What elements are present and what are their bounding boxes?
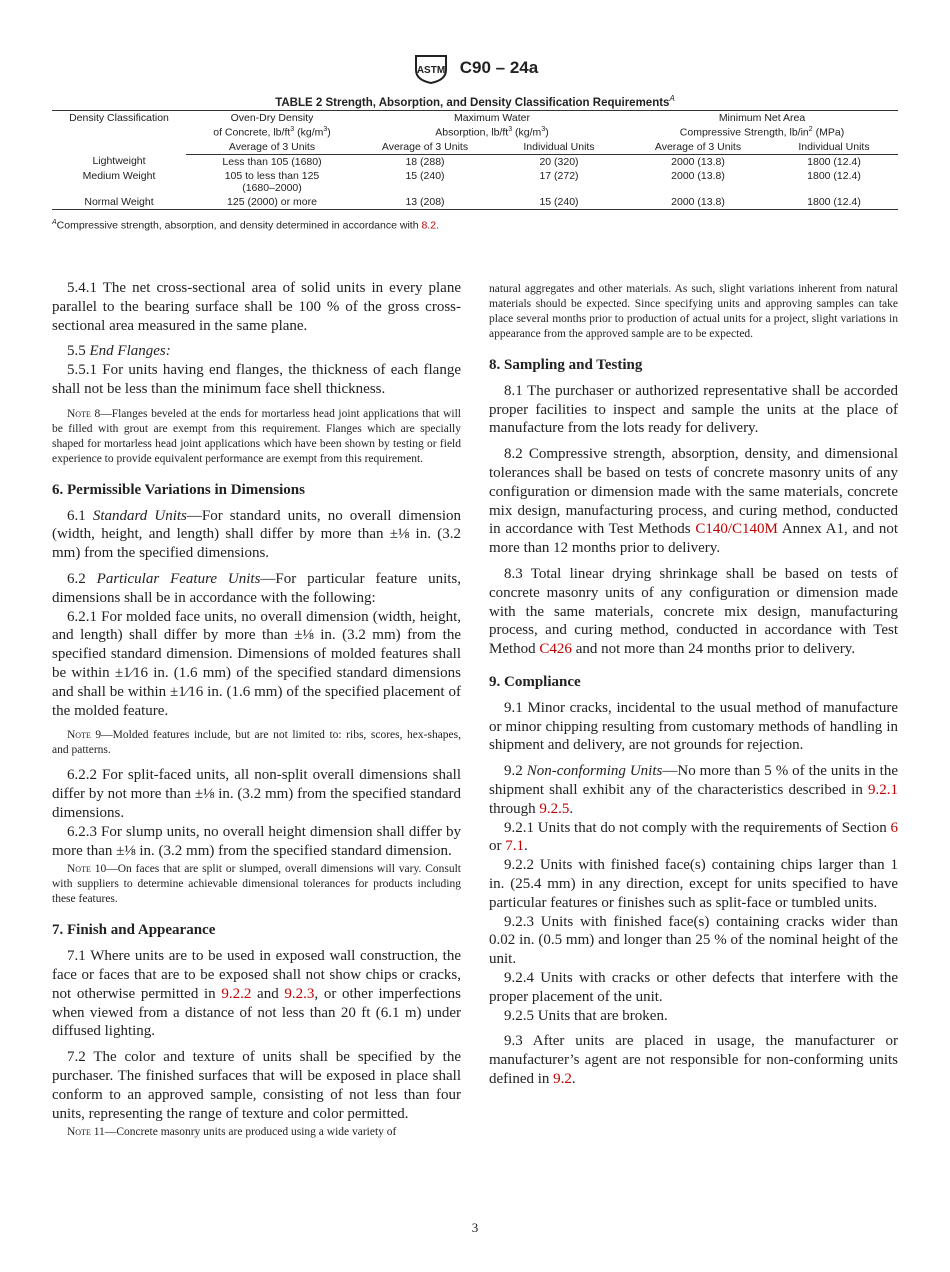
document-header <box>0 52 950 84</box>
para-7-2: 7.2 The color and texture of units shall be specified by the purchaser. The finished surfaces that will be exposed in place shall conform to an approved sample, consisting of not less than four units, representing the range of texture and color permitted. <box>52 1049 461 1122</box>
table-row: Lightweight Less than 105 (1680) 18 (288) 20 (320) 2000 (13.8) 1800 (12.4) <box>92 155 861 168</box>
section-7-heading: 7. Finish and Appearance <box>52 922 216 939</box>
ref-link[interactable]: 9.2.2 <box>221 985 252 1002</box>
para-8-3: 8.3 Total linear drying shrinkage shall be based on tests of concrete masonry units of any configuration or dimension made with the same materials, concrete mix design, manufacturing process, and curing method, conducted in accordance with Test Method C426 and not more than 24 months prior to delivery. <box>489 565 898 658</box>
right-column <box>489 282 898 1096</box>
designation: C90 – 24a <box>459 58 539 77</box>
ref-link[interactable]: 9.2.5 <box>539 800 570 817</box>
note-10: Note 10—On faces that are split or slumped, overall dimensions will vary. Consult with suppliers to determine achievable dimensional tolerances for products including these features. <box>52 863 462 906</box>
th-max-water: Maximum Water Absorption, $lb/ft^3$ $(kg/m^3)$ <box>358 111 626 140</box>
para-9-2-4: 9.2.4 Units with cracks or other defects that interfere with the proper placement of the unit. <box>489 969 898 1005</box>
left-column <box>52 279 461 1148</box>
ref-link[interactable]: 8.2 <box>421 219 437 232</box>
para-9-2-2: 9.2.2 Units with finished face(s) containing chips larger than 1 in. (25.4 mm) in any direction, except for units specified to have particular features or finishes such as split-face or tumbled units. <box>489 857 898 911</box>
th-str-avg: Average of 3 Units <box>626 140 770 155</box>
svg-text:ASTM: ASTM <box>416 65 445 76</box>
note-9: Note 9—Molded features include, but are not limited to: ribs, scores, hex-shapes, and patterns. <box>52 729 461 757</box>
table-footnote: $^A$Compressive strength, absorption, and density determined in accordance with 8.2. <box>52 219 439 232</box>
note-8: Note 8—Flanges beveled at the ends for mortarless head joint applications that will be filled with grout are exempt from this requirement. Flanges which are specially shaped for mortarless head joint applications which have been shown by testing or field experience to provide equivalent performance are exempt from this requirement. <box>52 407 461 465</box>
th-min-net-area: Minimum Net Area Compressive Strength, $lb/in^2$ (MPa) <box>626 111 898 140</box>
ref-link[interactable]: 9.2 <box>553 1070 572 1087</box>
astm-logo-icon <box>412 52 450 84</box>
para-9-2: 9.2 Non-conforming Units—No more than 5 % of the units in the shipment shall exhibit any of the characteristics described in 9.2.1 through 9.2.5. <box>489 763 898 817</box>
para-9-1: 9.1 Minor cracks, incidental to the usual method of manufacture or minor chipping resulting from customary methods of handling in shipment and delivery, are not grounds for rejection. <box>489 699 898 754</box>
para-9-2-3: 9.2.3 Units with finished face(s) containing cracks wider than 0.02 in. (0.5 mm) and longer than 25 % of the nominal height of the unit. <box>489 913 898 968</box>
ref-link[interactable]: C140/C140M <box>695 521 778 538</box>
section-8-heading: 8. Sampling and Testing <box>489 357 643 373</box>
para-9-2-5: 9.2.5 Units that are broken. <box>504 1007 668 1024</box>
th-str-ind: Individual Units <box>770 140 898 155</box>
note-11: Note 11—Concrete masonry units are produced using a wide variety of <box>67 1126 397 1139</box>
para-8-1: 8.1 The purchaser or authorized representative shall be accorded proper facilities to inspect and sample the units at the place of manufacture from the lots ready for delivery. <box>489 382 898 437</box>
para-6-2-3: 6.2.3 For slump units, no overall height dimension shall differ by more than ±⅛ in. (3.2 mm) from the specified standard dimension. <box>52 823 461 859</box>
para-9-2-1: 9.2.1 Units that do not comply with the requirements of Section 6 or 7.1. <box>489 819 898 855</box>
para-9-3: 9.3 After units are placed in usage, the manufacturer or manufacturer’s agent are not responsible for non-conforming units defined in 9.2. <box>489 1033 898 1087</box>
table-row: Normal Weight 125 (2000) or more 13 (208) 15 (240) 2000 (13.8) 1800 (12.4) <box>52 195 898 210</box>
para-6-2-1: 6.2.1 For molded face units, no overall dimension (width, height, and length) shall differ by more than ±⅛ in. (3.2 mm) from the specified standard dimension. Dimensions of molded features shall be within ±1⁄16 in. (1.6 mm) of the specified standard dimensions and shall be within ±1⁄16 in. (1.6 mm) of the specified placement of the molded feature. <box>52 608 461 719</box>
table-caption: TABLE 2 Strength, Absorption, and Density Classification Requirements$^A$ <box>275 94 675 109</box>
para-5-4-1: 5.4.1 The net cross-sectional area of solid units in every plane parallel to the bearing surface shall be 100 % of the gross cross-sectional area measured in the same plane. <box>52 280 461 334</box>
th-avg: Average of 3 Units <box>186 140 358 155</box>
para-7-1: 7.1 Where units are to be used in exposed wall construction, the face or faces that are to be exposed shall not show chips or cracks, not otherwise permitted in 9.2.2 and 9.2.3, or other imperfections when viewed from a distance of not less than 20 ft (6.1 m) under diffused lighting. <box>52 948 461 1040</box>
th-density-classification: Density Classification <box>52 111 186 140</box>
classification-table <box>52 110 898 210</box>
th-abs-ind: Individual Units <box>492 140 626 155</box>
ref-link[interactable]: 7.1 <box>505 838 524 855</box>
th-abs-avg: Average of 3 Units <box>358 140 492 155</box>
note-11-continued: natural aggregates and other materials. As such, slight variations inherent from natural materials should be expected. Since specifying units and approving samples can take place several months prior to production of actual units for a project, slight variations in appearance from the approved sample are to be expected. <box>489 283 898 340</box>
ref-link[interactable]: C426 <box>539 641 572 658</box>
ref-link[interactable]: 6 <box>890 819 898 836</box>
para-5-5: 5.5 End Flanges: <box>67 343 171 360</box>
th-oven-dry: Oven-Dry Density of Concrete, $lb/ft^3$ $(kg/m^3)$ <box>186 111 358 140</box>
para-6-2: 6.2 Particular Feature Units—For particular feature units, dimensions shall be in accordance with the following: <box>52 570 462 606</box>
section-9-heading: 9. Compliance <box>489 673 581 690</box>
para-8-2: 8.2 Compressive strength, absorption, density, and dimensional tolerances shall be based on tests of concrete masonry units of any configuration or dimension made with the same materials, concrete mix design, manufacturing process, and curing method, conducted in accordance with Test Methods C140/C140M Annex A1, and not more than 12 months prior to delivery. <box>489 446 898 557</box>
para-5-5-1: 5.5.1 For units having end flanges, the thickness of each flange shall not be less than the minimum face shell thickness. <box>52 362 461 397</box>
section-6-heading: 6. Permissible Variations in Dimensions <box>52 481 305 498</box>
ref-link[interactable]: 9.2.1 <box>868 781 898 798</box>
page-number: 3 <box>471 1220 479 1235</box>
para-6-2-2: 6.2.2 For split-faced units, all non-split overall dimensions shall differ by not more than ±⅛ in. (3.2 mm) from the specified standard dimensions. <box>52 767 461 821</box>
ref-link[interactable]: 9.2.3 <box>284 985 315 1002</box>
para-6-1: 6.1 Standard Units—For standard units, no overall dimension (width, height, and length) shall differ by more than ±⅛ in. (3.2 mm) from the specified dimensions. <box>52 507 462 562</box>
table-row: Medium Weight 105 to less than 125 (1680–2000) 15 (240) 17 (272) 2000 (13.8) 1800 (12.4) <box>82 169 861 194</box>
